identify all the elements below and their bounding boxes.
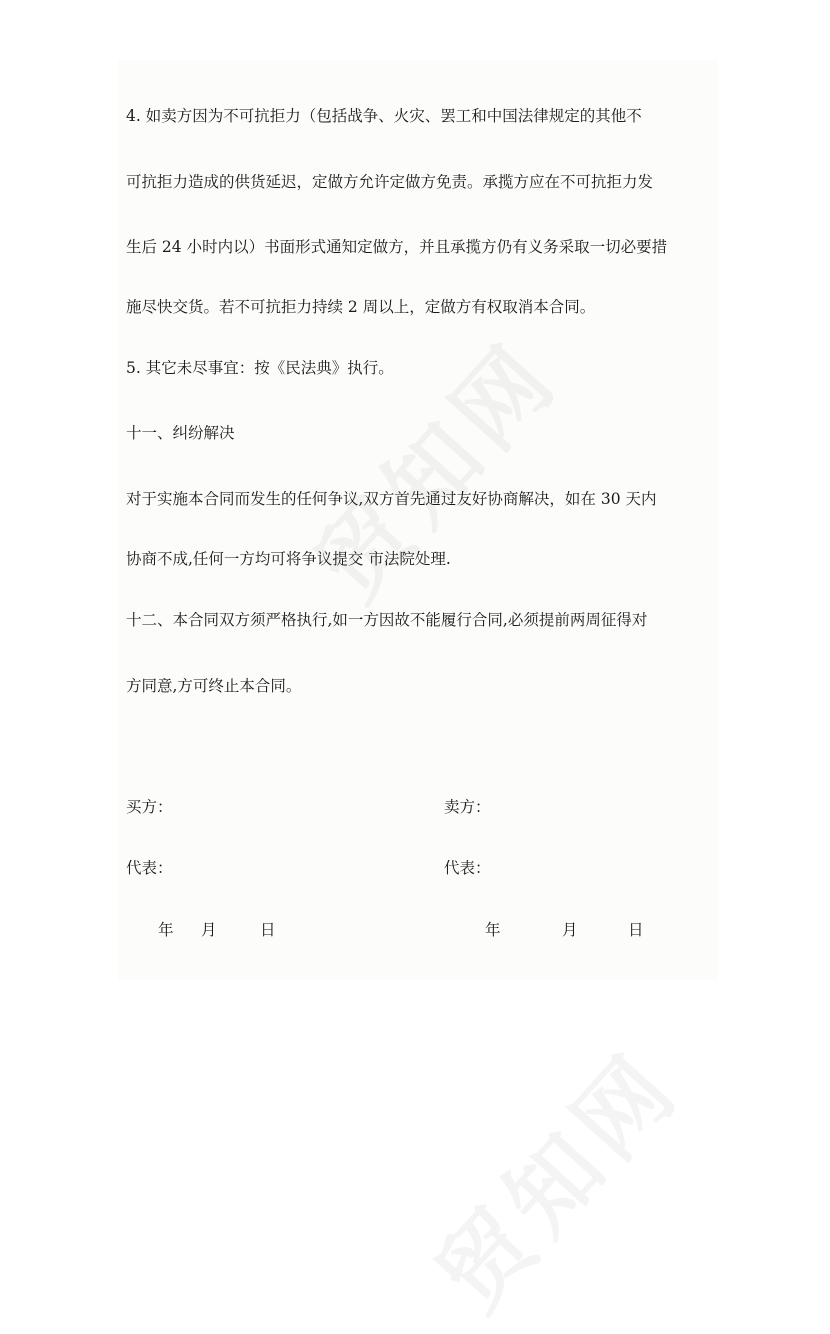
seller-date-year: 年 [485, 921, 501, 939]
buyer-date-month: 月 [201, 921, 217, 939]
item5: 5. 其它未尽事宜：按《民法典》执行。 [126, 359, 394, 377]
item4-line2: 可抗拒力造成的供货延迟，定做方允许定做方免责。承揽方应在不可抗拒力发 [126, 173, 654, 191]
item4-line3: 生后 24 小时内以）书面形式通知定做方，并且承揽方仍有义务采取一切必要措 [126, 238, 668, 256]
seller-date-day: 日 [628, 921, 644, 939]
section12-line1: 十二、本合同双方须严格执行,如一方因故不能履行合同,必须提前两周征得对 [126, 611, 648, 629]
item4-line1: 4. 如卖方因为不可抗拒力（包括战争、火灾、罢工和中国法律规定的其他不 [126, 107, 642, 125]
buyer-date-year: 年 [158, 921, 174, 939]
buyer-rep-label: 代表： [126, 859, 173, 877]
section11-line1: 对于实施本合同而发生的任何争议,双方首先通过友好协商解决，如在 30 天内 [126, 490, 657, 508]
section11-title: 十一、纠纷解决 [126, 424, 235, 442]
seller-rep-label: 代表： [444, 859, 491, 877]
section12-line2: 方同意,方可终止本合同。 [126, 677, 302, 695]
section11-line2: 协商不成,任何一方均可将争议提交 市法院处理. [126, 550, 451, 568]
buyer-label: 买方： [126, 798, 173, 816]
item4-line4: 施尽快交货。若不可抗拒力持续 2 周以上，定做方有权取消本合同。 [126, 298, 596, 316]
page-shade [118, 60, 718, 980]
watermark-bottom [402, 1018, 705, 1334]
seller-date-month: 月 [562, 921, 578, 939]
buyer-date-day: 日 [260, 921, 276, 939]
seller-label: 卖方： [444, 798, 491, 816]
